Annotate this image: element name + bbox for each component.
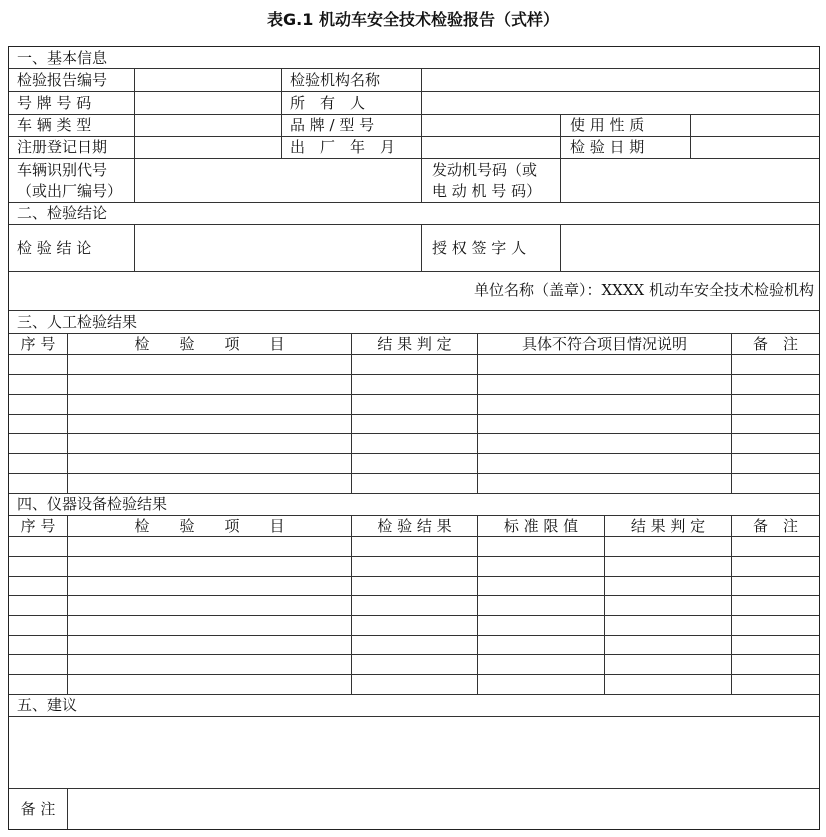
col-divider [351, 515, 352, 694]
label-inspection-date: 检 验 日 期 [570, 138, 645, 156]
label-engine-line2: 电 动 机 号 码） [432, 182, 542, 200]
field-registration-date[interactable] [135, 137, 281, 158]
label-vin-line2: （或出厂编号） [17, 182, 123, 200]
label-owner: 所 有 人 [290, 94, 366, 112]
inspection-report-form [8, 46, 820, 830]
section-heading-manual-results: 三、人工检验结果 [17, 313, 138, 331]
col-divider [421, 224, 422, 271]
row-divider [9, 576, 819, 577]
label-authorized-signer: 授 权 签 字 人 [432, 239, 527, 257]
label-vin-line1: 车辆识别代号 [17, 161, 108, 179]
col-divider [67, 333, 68, 493]
col-header-limit: 标 准 限 值 [503, 517, 579, 535]
col-divider [604, 515, 605, 694]
col-divider [67, 515, 68, 694]
row-divider [9, 202, 819, 203]
row-divider [9, 635, 819, 636]
row-divider [9, 694, 819, 695]
field-plate-number[interactable] [135, 92, 281, 114]
stamp-line: 单位名称（盖章）：XXXX 机动车安全技术检验机构 [474, 281, 814, 299]
col-header-item: 检 验 项 目 [134, 335, 285, 353]
field-remarks[interactable] [68, 789, 818, 829]
col-header-judgment: 结 果 判 定 [630, 517, 706, 535]
row-divider [9, 394, 819, 395]
col-divider [421, 158, 422, 202]
field-vehicle-type[interactable] [135, 115, 281, 136]
col-divider [351, 333, 352, 493]
col-divider [731, 515, 732, 694]
label-engine-line1: 发动机号码（或 [432, 161, 538, 179]
section-heading-conclusion: 二、检验结论 [17, 204, 108, 222]
col-divider [477, 515, 478, 694]
col-divider [281, 68, 282, 158]
col-divider [731, 333, 732, 493]
label-plate-number: 号 牌 号 码 [17, 94, 92, 112]
field-owner[interactable] [422, 92, 818, 114]
field-conclusion[interactable] [135, 225, 421, 271]
col-header-nonconformity: 具体不符合项目情况说明 [521, 335, 687, 353]
row-divider [9, 654, 819, 655]
field-suggestions[interactable] [10, 717, 818, 788]
col-header-judgment: 结 果 判 定 [377, 335, 452, 353]
row-divider [9, 473, 819, 474]
row-divider [9, 453, 819, 454]
field-usage-nature[interactable] [691, 115, 818, 136]
field-brand-model[interactable] [422, 115, 560, 136]
report-title: 表G.1 机动车安全技术检验报告（式样） [267, 10, 559, 29]
label-remarks: 备 注 [20, 800, 56, 818]
col-header-result: 检 验 结 果 [377, 517, 452, 535]
col-header-serial: 序 号 [20, 335, 56, 353]
col-divider [477, 333, 478, 493]
row-divider [9, 556, 819, 557]
row-divider [9, 674, 819, 675]
col-header-serial: 序 号 [20, 517, 56, 535]
field-inspection-date[interactable] [691, 137, 818, 158]
col-header-remarks: 备 注 [752, 335, 798, 353]
label-brand-model: 品 牌 / 型 号 [290, 116, 375, 134]
row-divider [9, 433, 819, 434]
col-header-remarks: 备 注 [752, 517, 798, 535]
field-vin[interactable] [135, 159, 421, 202]
label-report-number: 检验报告编号 [17, 71, 108, 89]
row-divider [9, 595, 819, 596]
section-heading-instrument-results: 四、仪器设备检验结果 [17, 495, 168, 513]
row-divider [9, 354, 819, 355]
row-divider [9, 615, 819, 616]
row-divider [9, 374, 819, 375]
row-divider [9, 536, 819, 537]
label-vehicle-type: 车 辆 类 型 [17, 116, 92, 134]
label-agency-name: 检验机构名称 [290, 71, 381, 89]
field-report-number[interactable] [135, 69, 281, 91]
field-authorized-signer[interactable] [561, 225, 818, 271]
field-factory-date[interactable] [422, 137, 560, 158]
row-divider [9, 414, 819, 415]
field-agency-name[interactable] [422, 69, 818, 91]
label-factory-date: 出 厂 年 月 [290, 138, 396, 156]
field-engine-number[interactable] [561, 159, 818, 202]
section-heading-basic-info: 一、基本信息 [17, 49, 108, 67]
label-conclusion: 检 验 结 论 [17, 239, 92, 257]
label-registration-date: 注册登记日期 [17, 138, 108, 156]
section-heading-suggestions: 五、建议 [17, 696, 78, 714]
label-usage-nature: 使 用 性 质 [570, 116, 645, 134]
col-header-item: 检 验 项 目 [134, 517, 285, 535]
